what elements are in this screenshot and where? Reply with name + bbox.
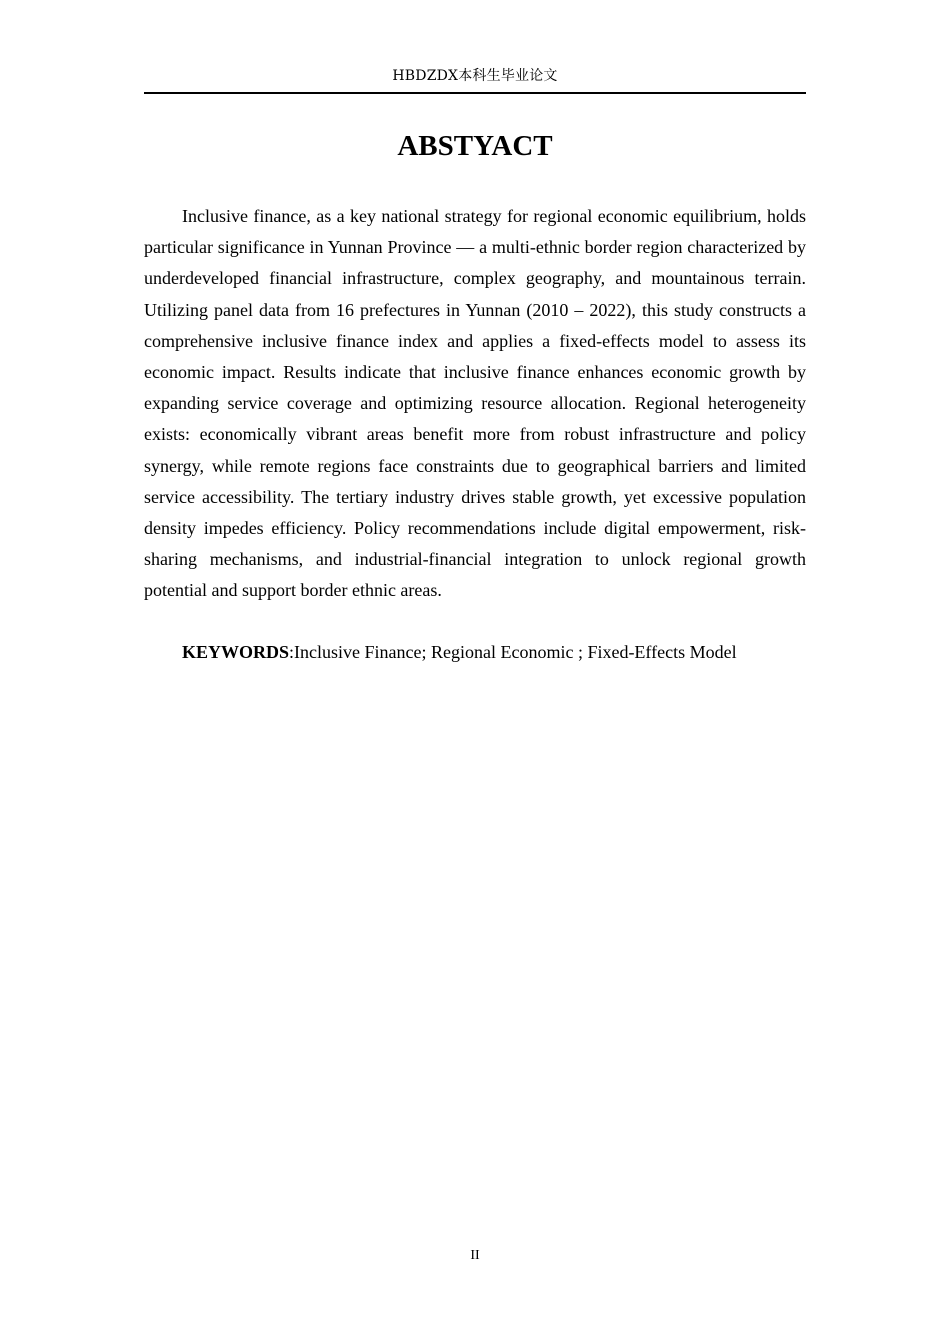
running-header: HBDZDX本科生毕业论文 bbox=[392, 68, 558, 84]
header-divider bbox=[144, 92, 806, 94]
page-number: II bbox=[470, 1248, 480, 1263]
abstract-paragraph: Inclusive finance, as a key national strategy for regional economic equilibrium, holds particular significance in Yunnan Province — a multi-ethnic border region characterized by underdeveloped financial infrastructure, complex geography, and mountainous terrain. Utilizing panel data from 16 prefectures in Yunnan (2010 – 2022), this study constructs a comprehensive inclusive finance index and applies a fixed-effects model to assess its economic impact. Results indicate that inclusive finance enhances economic growth by expanding service coverage and optimizing resource allocation. Regional heterogeneity exists: economically vibrant areas benefit more from robust infrastructure and policy synergy, while remote regions face constraints due to geographical barriers and limited service accessibility. The tertiary industry drives stable growth, yet excessive population density impedes efficiency. Policy recommendations include digital empowerment, risk-sharing mechanisms, and industrial-financial integration to unlock regional growth potential and support border ethnic areas. bbox=[144, 206, 806, 601]
keywords-label: KEYWORDS bbox=[182, 642, 290, 662]
keywords-line bbox=[144, 637, 806, 668]
keywords-text: :Inclusive Finance; Regional Economic ; Fixed-Effects Model bbox=[289, 642, 737, 662]
page-title: ABSTYACT bbox=[397, 130, 553, 162]
